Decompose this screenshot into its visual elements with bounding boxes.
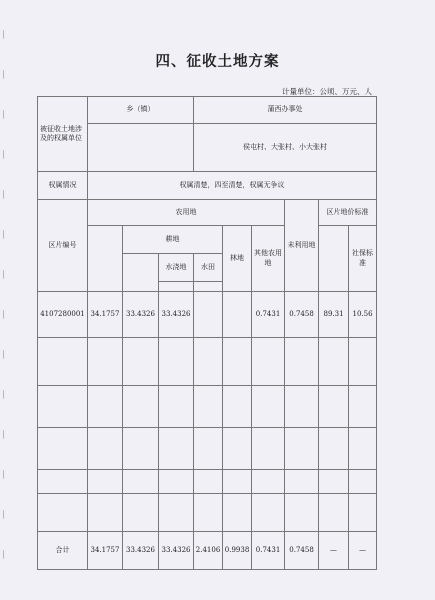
header-agri-land: 农用地 <box>88 200 285 226</box>
ownership-label: 权属情况 <box>38 172 88 200</box>
row-price: 89.31 <box>319 292 349 338</box>
header-price-std: 区片地价标准 <box>319 200 377 226</box>
row-unused: 0.7458 <box>285 292 319 338</box>
header-parcel-no: 区片编号 <box>38 200 88 292</box>
measurement-unit: 计量单位：公顷、万元、人 <box>282 87 372 96</box>
total-cultivated: 33.4326 <box>123 532 159 570</box>
owner-label: 被征收土地涉及的权属单位 <box>38 97 88 172</box>
row-social: 10.56 <box>349 292 377 338</box>
header-cultivated: 耕地 <box>123 226 223 254</box>
binding-holes <box>3 30 9 590</box>
paddy-blank <box>194 282 223 292</box>
header-irrigated: 水浇地 <box>159 254 194 282</box>
empty-row <box>38 338 377 386</box>
agri-total-blank <box>88 226 123 292</box>
total-unused: 0.7458 <box>285 532 319 570</box>
header-social-std: 社保标准 <box>349 226 377 292</box>
row-paddy <box>194 292 223 338</box>
village-blank <box>88 124 194 172</box>
header-unused: 未利用地 <box>285 200 319 292</box>
row-forest <box>223 292 252 338</box>
header-other-agri: 其他农用地 <box>252 226 285 292</box>
township-label: 乡（镇） <box>88 97 194 124</box>
total-paddy: 2.4106 <box>194 532 223 570</box>
table-row <box>38 292 377 338</box>
header-paddy: 水田 <box>194 254 223 282</box>
header-forest: 林地 <box>223 226 252 292</box>
ownership-value: 权属清楚，四至清楚，权属无争议 <box>88 172 377 200</box>
row-cultivated: 33.4326 <box>123 292 159 338</box>
page-title: 四、征收土地方案 <box>155 53 280 70</box>
land-acquisition-table <box>37 96 377 570</box>
row-agri-total: 34.1757 <box>88 292 123 338</box>
empty-row <box>38 470 377 494</box>
empty-row <box>38 386 377 428</box>
villages-value: 侯屯村、大张村、小大张村 <box>194 124 377 172</box>
total-row <box>38 532 377 570</box>
price-blank <box>319 226 349 292</box>
row-other-agri: 0.7431 <box>252 292 285 338</box>
total-other-agri: 0.7431 <box>252 532 285 570</box>
empty-row <box>38 428 377 470</box>
empty-row <box>38 494 377 532</box>
township-value: 蒲西办事处 <box>194 97 377 124</box>
total-price: — <box>319 532 349 570</box>
total-irrigated: 33.4326 <box>159 532 194 570</box>
total-label: 合计 <box>38 532 88 570</box>
row-parcel: 4107280001 <box>38 292 88 338</box>
cultivated-blank <box>123 254 159 292</box>
total-forest: 0.9938 <box>223 532 252 570</box>
total-social: — <box>349 532 377 570</box>
row-irrigated: 33.4326 <box>159 292 194 338</box>
total-agri-total: 34.1757 <box>88 532 123 570</box>
irrigated-blank <box>159 282 194 292</box>
